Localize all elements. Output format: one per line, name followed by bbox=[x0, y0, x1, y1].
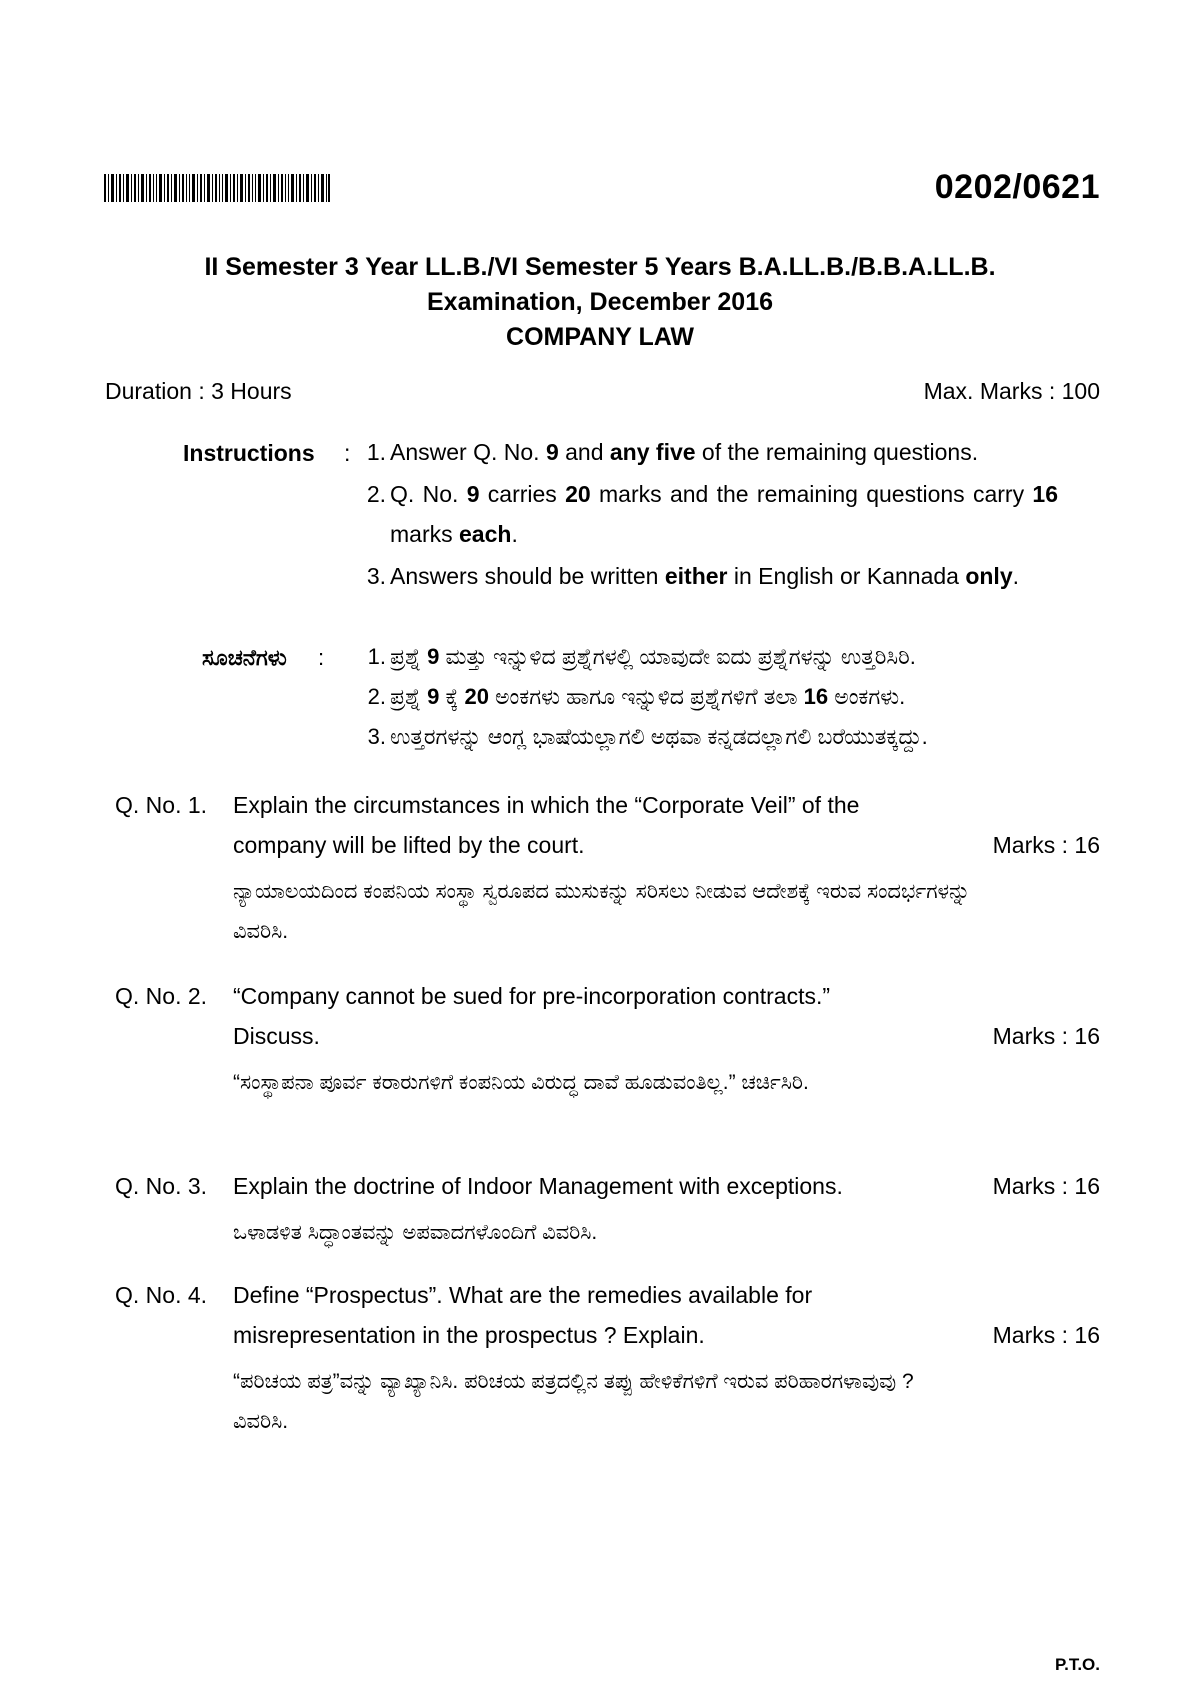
question-kannada: ನ್ಯಾಯಾಲಯದಿಂದ ಕಂಪನಿಯ ಸಂಸ್ಥಾ ಸ್ವರೂಪದ ಮುಸುಕನ್ನು ಸರಿಸಲು ನೀಡುವ ಆದೇಶಕ್ಕೆ ಇರುವ ಸಂದರ್ಭಗಳನ್ನು ವಿವರಿಸಿ. bbox=[233, 880, 971, 943]
kannada-instruction-item: 1. ಪ್ರಶ್ನೆ 9 ಮತ್ತು ಇನ್ನುಳಿದ ಪ್ರಶ್ನೆಗಳಲ್ಲಿ ಯಾವುದೇ ಐದು ಪ್ರಶ್ನೆಗಳನ್ನು ಉತ್ತರಿಸಿರಿ. bbox=[367, 644, 916, 669]
instruction-item: 1. Answer Q. No. 9 and any five of the remaining questions. bbox=[366, 439, 979, 465]
question-kannada: “ಪರಿಚಯ ಪತ್ರ”ವನ್ನು ವ್ಯಾಖ್ಯಾನಿಸಿ. ಪರಿಚಯ ಪತ್ರದಲ್ಲಿನ ತಪ್ಪು ಹೇಳಿಕೆಗಳಿಗೆ ಇರುವ ಪರಿಹಾರಗಳಾವುವು ? ವಿವರಿಸಿ. bbox=[233, 1370, 914, 1433]
question-kannada: “ಸಂಸ್ಥಾಪನಾ ಪೂರ್ವ ಕರಾರುಗಳಿಗೆ ಕಂಪನಿಯ ವಿರುದ್ಧ ದಾವೆ ಹೂಡುವಂತಿಲ್ಲ.” ಚರ್ಚಿಸಿರಿ. bbox=[233, 1071, 809, 1094]
question-text: “Company cannot be sued for pre-incorporation contracts.” bbox=[233, 983, 831, 1009]
instructions-heading: Instructions bbox=[183, 440, 315, 466]
question-text: misrepresentation in the prospectus ? Explain. bbox=[233, 1322, 705, 1348]
question-text: Explain the doctrine of Indoor Management with exceptions. bbox=[233, 1173, 843, 1199]
question-marks: Marks : 16 bbox=[992, 1173, 1100, 1199]
question-text: Define “Prospectus”. What are the remedies available for bbox=[233, 1282, 813, 1308]
question-text: company will be lifted by the court. bbox=[233, 832, 585, 858]
barcode bbox=[104, 174, 330, 202]
barcode-label bbox=[104, 205, 330, 206]
duration: Duration : 3 Hours bbox=[105, 378, 292, 404]
question-marks: Marks : 16 bbox=[992, 1023, 1100, 1049]
kannada-instruction-item: 2. ಪ್ರಶ್ನೆ 9 ಕ್ಕೆ 20 ಅಂಕಗಳು ಹಾಗೂ ಇನ್ನುಳಿದ ಪ್ರಶ್ನೆಗಳಿಗೆ ತಲಾ 16 ಅಂಕಗಳು. bbox=[367, 684, 906, 709]
question-kannada: ಒಳಾಡಳಿತ ಸಿದ್ಧಾಂತವನ್ನು ಅಪವಾದಗಳೊಂದಿಗೆ ವಿವರಿಸಿ. bbox=[233, 1221, 598, 1244]
instructions-colon: : bbox=[344, 440, 351, 466]
exam-title-block bbox=[0, 250, 1200, 355]
question-text: Explain the circumstances in which the “Corporate Veil” of the bbox=[233, 792, 860, 818]
question-marks: Marks : 16 bbox=[992, 1322, 1100, 1348]
instruction-item: 2. Q. No. 9 carries 20 marks and the remaining questions carry 16 marks each. bbox=[366, 481, 1058, 547]
instruction-item: 3. Answers should be written either in English or Kannada only. bbox=[366, 563, 1019, 589]
exam-subject: COMPANY LAW bbox=[506, 323, 694, 351]
max-marks: Max. Marks : 100 bbox=[923, 378, 1100, 404]
question-number: Q. No. 2. bbox=[115, 983, 208, 1009]
kannada-instructions-heading: ಸೂಚನೆಗಳು bbox=[202, 645, 287, 670]
kannada-instruction-item: 3. ಉತ್ತರಗಳನ್ನು ಆಂಗ್ಲ ಭಾಷೆಯಲ್ಲಾಗಲಿ ಅಥವಾ ಕನ್ನಡದಲ್ಲಾಗಲಿ ಬರೆಯುತಕ್ಕದ್ದು. bbox=[367, 724, 928, 749]
question-marks: Marks : 16 bbox=[992, 832, 1100, 858]
question-number: Q. No. 1. bbox=[115, 792, 208, 818]
exam-title-line1: II Semester 3 Year LL.B./VI Semester 5 Years B.A.LL.B./B.B.A.LL.B. bbox=[204, 253, 996, 281]
exam-title-line2: Examination, December 2016 bbox=[427, 288, 773, 316]
paper-code: 0202/0621 bbox=[934, 168, 1100, 206]
kannada-instructions-colon: : bbox=[318, 645, 325, 670]
question-text: Discuss. bbox=[233, 1023, 320, 1049]
question-number: Q. No. 3. bbox=[115, 1173, 208, 1199]
pto-label: P.T.O. bbox=[1054, 1655, 1100, 1674]
question-number: Q. No. 4. bbox=[115, 1282, 208, 1308]
